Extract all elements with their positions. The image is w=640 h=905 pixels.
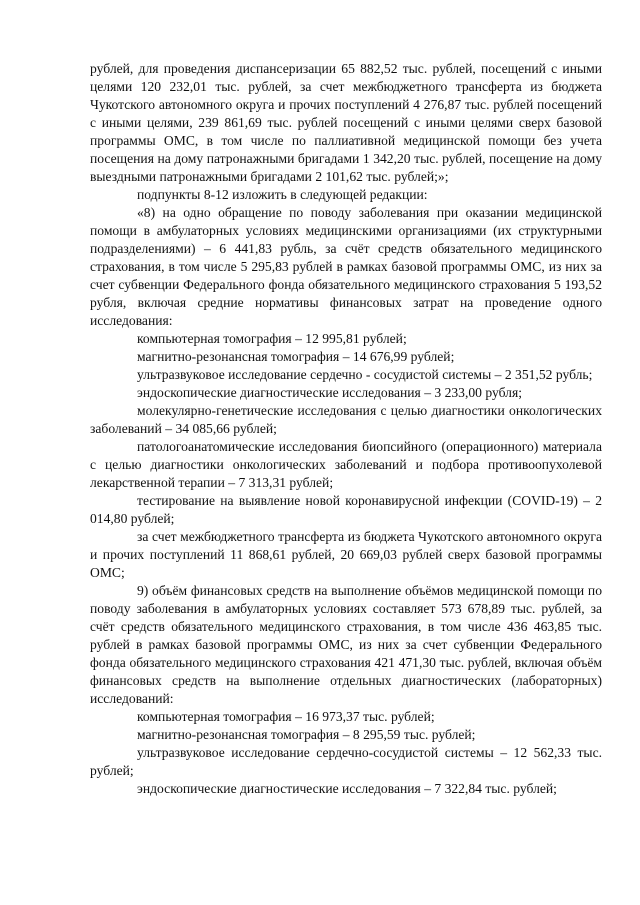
paragraph-11: 9) объём финансовых средств на выполнение объёмов медицинской помощи по поводу заболевания в амбулаторных условиях составляет 573 678,89 тыс. рублей, за счёт средств обязательного медицинского страхования, в том числе 436 463,85 тыс. рублей в рамках базовой программы ОМС, из них за счет субвенции Федерального фонда обязательного медицинского страхования 421 471,30 тыс. рублей, включая объём финансовых средств на выполнение отдельных диагностических (лабораторных) исследований: — [90, 583, 602, 706]
paragraph-4: магнитно-резонансная томография – 14 676,99 рублей; — [137, 349, 455, 364]
paragraph-5: ультразвуковое исследование сердечно - сосудистой системы – 2 351,52 рубль; — [137, 367, 593, 382]
paragraph-7: молекулярно-генетические исследования с целью диагностики онкологических заболеваний – 34 085,66 рублей; — [90, 403, 602, 436]
paragraph-9: тестирование на выявление новой коронавирусной инфекции (COVID-19) – 2 014,80 рублей; — [90, 493, 602, 526]
paragraph-10: за счет межбюджетного трансферта из бюджета Чукотского автономного округа и прочих поступлений 11 868,61 рублей, 20 669,03 рублей сверх базовой программы ОМС; — [90, 529, 602, 580]
paragraph-14: ультразвуковое исследование сердечно-сосудистой системы – 12 562,33 тыс. рублей; — [90, 745, 602, 778]
paragraph-12: компьютерная томография – 16 973,37 тыс. рублей; — [137, 709, 435, 724]
paragraph-0: рублей, для проведения диспансеризации 65 882,52 тыс. рублей, посещений с иными целями 120 232,01 тыс. рублей, за счет межбюджетного трансферта из бюджета Чукотского автономного округа и прочих поступлений 4 276,87 тыс. рублей посещений с иными целями, 239 861,69 тыс. рублей посещений с иными целями сверх базовой программы ОМС, в том числе по паллиативной медицинской помощи без учета посещения на дому патронажными бригадами 1 342,20 тыс. рублей, посещение на дому выездными патронажными бригадами 2 101,62 тыс. рублей;»; — [90, 61, 602, 184]
paragraph-8: патологоанатомические исследования биопсийного (операционного) материала с целью диагностики онкологических заболеваний и подбора противоопухолевой лекарственной терапии – 7 313,31 рублей; — [90, 439, 602, 490]
paragraph-6: эндоскопические диагностические исследования – 3 233,00 рубля; — [137, 385, 522, 400]
paragraph-13: магнитно-резонансная томография – 8 295,59 тыс. рублей; — [137, 727, 476, 742]
paragraph-3: компьютерная томография – 12 995,81 рублей; — [137, 331, 407, 346]
paragraph-2: «8) на одно обращение по поводу заболевания при оказании медицинской помощи в амбулаторных условиях медицинскими организациями (их структурными подразделениями) – 6 441,83 рубль, за счёт средств обязательного медицинского страхования, в том числе 5 295,83 рублей в рамках базовой программы ОМС, из них за счет субвенции Федерального фонда обязательного медицинского страхования 5 193,52 рубля, включая средние нормативы финансовых затрат на проведение одного исследования: — [90, 205, 602, 328]
paragraph-15: эндоскопические диагностические исследования – 7 322,84 тыс. рублей; — [137, 781, 557, 796]
paragraph-1: подпункты 8-12 изложить в следующей редакции: — [137, 187, 428, 202]
